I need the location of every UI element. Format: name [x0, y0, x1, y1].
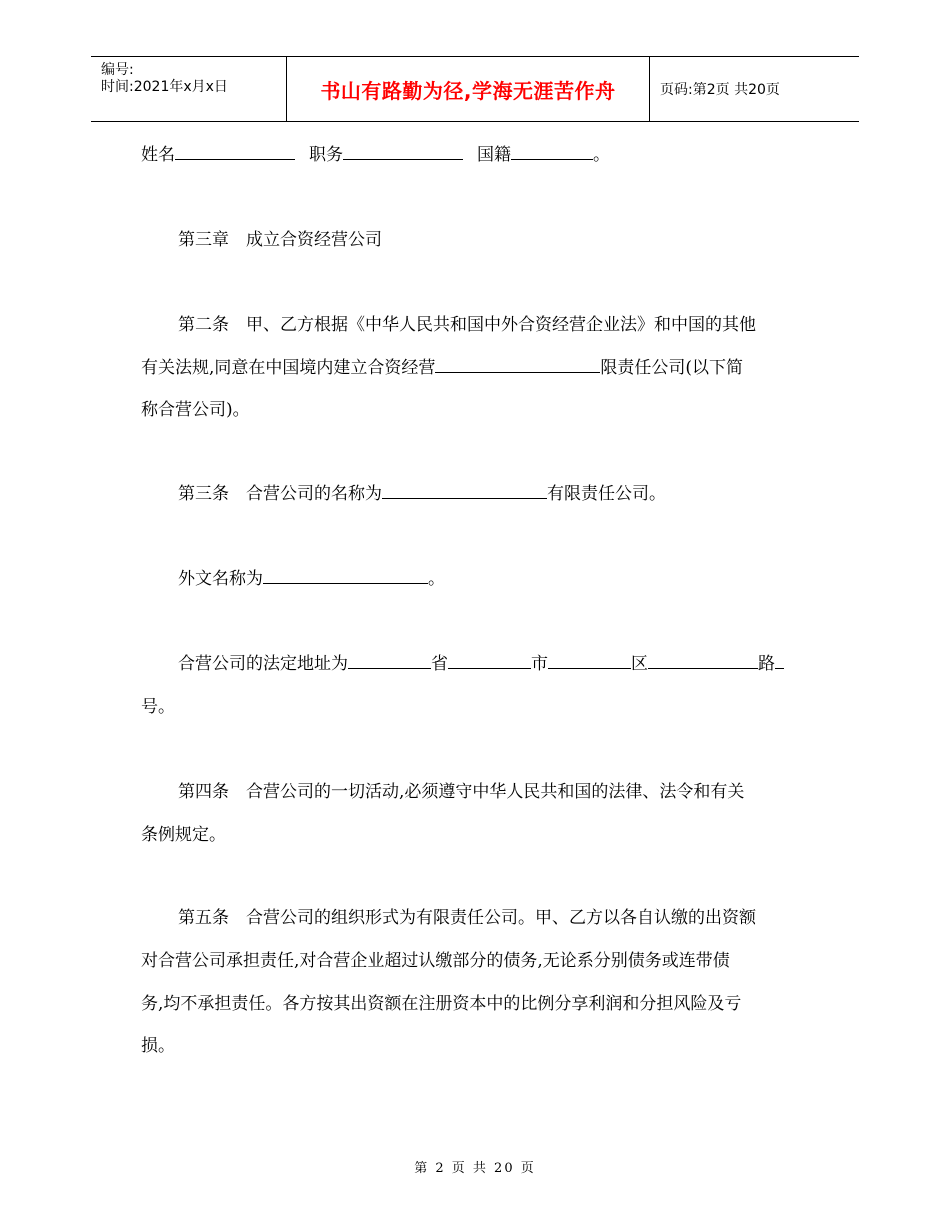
jv-name-blank [382, 478, 547, 499]
position-label: 职务 [309, 145, 343, 165]
article-2-text-b: 限责任公司(以下简 [600, 358, 744, 378]
province-blank [348, 648, 431, 669]
name-blank [175, 139, 295, 160]
document-time-label: 时间:2021年x月x日 [101, 79, 228, 95]
number-blank [775, 648, 784, 669]
district-blank [548, 648, 631, 669]
article-5-line-4: 损。 [141, 1036, 175, 1056]
document-header [91, 56, 859, 122]
nationality-label: 国籍 [477, 145, 511, 165]
article-3-text-a: 第三条 合营公司的名称为 [178, 484, 382, 504]
foreign-name-end: 。 [428, 569, 445, 589]
article-2-line-1: 第二条 甲、乙方根据《中华人民共和国中外合资经营企业法》和中国的其他 [178, 315, 756, 335]
province-label: 省 [431, 654, 448, 674]
header-page-info: 页码:第2页 共20页 [660, 82, 780, 98]
header-motto-cell [287, 57, 650, 121]
article-2-line-2 [141, 349, 743, 388]
header-motto: 书山有路勤为径,学海无涯苦作舟 [320, 78, 616, 103]
article-5-line-1: 第五条 合营公司的组织形式为有限责任公司。甲、乙方以各自认缴的出资额 [178, 908, 756, 928]
city-blank [448, 648, 531, 669]
address-line-1 [178, 645, 784, 684]
header-meta [91, 57, 287, 121]
name-line-end: 。 [593, 145, 610, 165]
city-label: 市 [531, 654, 548, 674]
article-5-line-2: 对合营公司承担责任,对合营企业超过认缴部分的债务,无论系分别债务或连带债 [141, 951, 730, 971]
header-page-info-cell [650, 57, 859, 121]
address-line-2: 号。 [141, 697, 175, 717]
foreign-name-blank [263, 563, 428, 584]
district-label: 区 [631, 654, 648, 674]
article-5-line-3: 务,均不承担责任。各方按其出资额在注册资本中的比例分享利润和分担风险及亏 [141, 994, 742, 1014]
article-3-text-b: 有限责任公司。 [547, 484, 666, 504]
article-3-line [178, 475, 666, 514]
foreign-name-line [178, 560, 445, 599]
nationality-blank [511, 139, 593, 160]
company-name-blank [435, 352, 600, 373]
foreign-name-label: 外文名称为 [178, 569, 263, 589]
page-footer: 第 2 页 共 20 页 [414, 1161, 536, 1176]
article-4-line-2: 条例规定。 [141, 825, 226, 845]
position-blank [343, 139, 463, 160]
name-label: 姓名 [141, 145, 175, 165]
article-2-line-3: 称合营公司)。 [141, 400, 250, 420]
article-4-line-1: 第四条 合营公司的一切活动,必须遵守中华人民共和国的法律、法令和有关 [178, 782, 745, 802]
road-blank [648, 648, 758, 669]
document-number-label: 编号: [101, 62, 134, 78]
article-2-text-a: 有关法规,同意在中国境内建立合资经营 [141, 358, 436, 378]
signatory-line [141, 136, 610, 175]
address-label: 合营公司的法定地址为 [178, 654, 348, 674]
road-label: 路 [758, 654, 775, 674]
chapter-heading: 第三章 成立合资经营公司 [178, 230, 382, 250]
